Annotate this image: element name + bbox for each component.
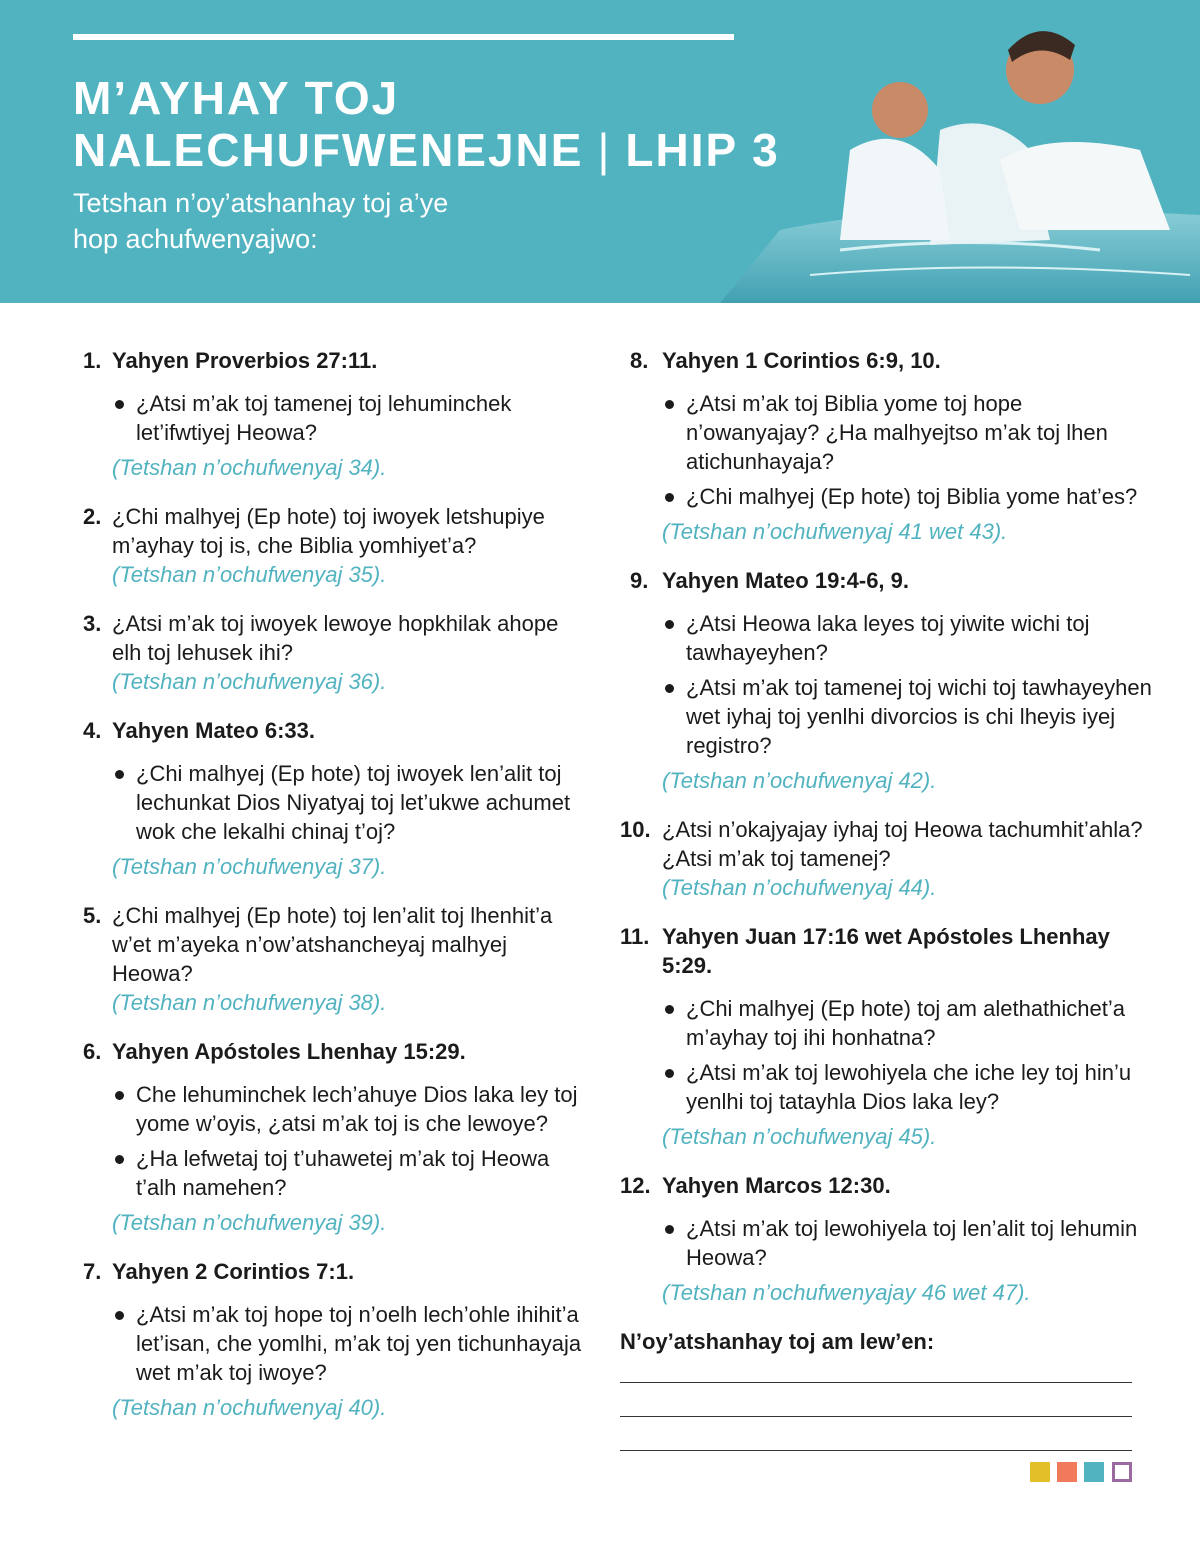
lesson-reference: (Tetshan n’ochufwenyaj 36). (112, 669, 387, 694)
question-item (620, 346, 1160, 546)
question-item (620, 815, 1160, 902)
bullet-list (112, 1080, 593, 1202)
baptism-illustration (720, 0, 1200, 303)
bullet-text: ¿Ha lefwetaj toj t’uhawetej m’ak toj Heowa t’alh namehen? (136, 1146, 550, 1200)
title-separator: | (597, 124, 612, 176)
bullet-item (662, 609, 1160, 667)
scripture-heading: Yahyen 2 Corintios 7:1. (112, 1259, 355, 1284)
bullet-list (112, 1300, 593, 1387)
scripture-heading: Yahyen Proverbios 27:11. (112, 348, 378, 373)
notes-line[interactable] (620, 1416, 1132, 1417)
lesson-reference: (Tetshan n’ochufwenyajay 46 wet 47). (662, 1280, 1031, 1305)
bullet-item (112, 1080, 593, 1138)
bullet-icon (115, 400, 124, 409)
color-swatch-yellow (1030, 1462, 1050, 1482)
title-line-1: M’AYHAY TOJ (73, 72, 400, 124)
scripture-heading: Yahyen Marcos 12:30. (662, 1173, 891, 1198)
scripture-heading: Yahyen Mateo 6:33. (112, 718, 315, 743)
item-number: 6. (83, 1039, 102, 1064)
bullet-item (662, 1214, 1160, 1272)
bullet-icon (115, 1311, 124, 1320)
question-text: ¿Atsi m’ak toj iwoyek lewoye hopkhilak ahope elh toj lehusek ihi? (112, 611, 559, 665)
page-title (73, 72, 780, 176)
bullet-icon (665, 1225, 674, 1234)
question-item (83, 901, 593, 1017)
item-number: 4. (83, 718, 102, 743)
right-column (620, 346, 1160, 1451)
bullet-icon (665, 684, 674, 693)
bullet-text: Che lehuminchek lech’ahuye Dios laka ley toj yome w’oyis, ¿atsi m’ak toj is che lewoye? (136, 1082, 578, 1136)
question-text: ¿Atsi n’okajyajay iyhaj toj Heowa tachumhit’ahla? ¿Atsi m’ak toj tamenej? (662, 817, 1143, 871)
question-item (83, 502, 593, 589)
header-rule (73, 34, 734, 40)
item-body (112, 1257, 593, 1422)
bullet-icon (665, 1005, 674, 1014)
item-number: 7. (83, 1259, 102, 1284)
bullet-text: ¿Atsi m’ak toj lewohiyela toj len’alit toj lehumin Heowa? (686, 1216, 1138, 1270)
item-body (112, 1037, 593, 1237)
bullet-list (112, 759, 593, 846)
left-column (83, 346, 593, 1442)
bullet-item (662, 389, 1160, 476)
bullet-list (662, 609, 1160, 760)
item-body (112, 901, 593, 1017)
bullet-icon (665, 1069, 674, 1078)
question-item (83, 346, 593, 482)
question-item (620, 1171, 1160, 1307)
title-line-2: NALECHUFWENEJNE (73, 124, 584, 176)
question-text: ¿Chi malhyej (Ep hote) toj iwoyek letshupiye m’ayhay toj is, che Biblia yomhiyet’a? (112, 504, 545, 558)
question-item (620, 566, 1160, 795)
notes-line[interactable] (620, 1382, 1132, 1383)
lesson-reference: (Tetshan n’ochufwenyaj 34). (112, 455, 387, 480)
color-swatch-purple-outline (1112, 1462, 1132, 1482)
question-item (83, 1037, 593, 1237)
bullet-icon (665, 493, 674, 502)
bullet-text: ¿Chi malhyej (Ep hote) toj am alethathichet’a m’ayhay toj ihi honhatna? (686, 996, 1125, 1050)
item-body (662, 566, 1160, 795)
question-item (620, 922, 1160, 1151)
lesson-reference: (Tetshan n’ochufwenyaj 39). (112, 1210, 387, 1235)
bullet-icon (115, 1155, 124, 1164)
item-number: 12. (620, 1173, 651, 1198)
header-banner (0, 0, 1200, 303)
item-body (662, 346, 1160, 546)
bullet-icon (665, 400, 674, 409)
item-number: 3. (83, 611, 102, 636)
part-label: LHIP 3 (625, 124, 780, 176)
lesson-reference: (Tetshan n’ochufwenyaj 42). (662, 768, 937, 793)
item-body (112, 716, 593, 881)
scripture-heading: Yahyen Juan 17:16 wet Apóstoles Lhenhay 5:29. (662, 924, 1110, 978)
question-item (83, 609, 593, 696)
lesson-reference: (Tetshan n’ochufwenyaj 40). (112, 1395, 387, 1420)
item-body (112, 609, 593, 696)
lesson-reference: (Tetshan n’ochufwenyaj 44). (662, 875, 937, 900)
item-number: 10. (620, 817, 651, 842)
bullet-icon (115, 1091, 124, 1100)
bullet-list (112, 389, 593, 447)
bullet-text: ¿Atsi m’ak toj tamenej toj lehuminchek let’ifwtiyej Heowa? (136, 391, 512, 445)
bullet-text: ¿Atsi Heowa laka leyes toj yiwite wichi toj tawhayeyhen? (686, 611, 1090, 665)
notes-line[interactable] (620, 1450, 1132, 1451)
item-number: 1. (83, 348, 102, 373)
scripture-heading: Yahyen 1 Corintios 6:9, 10. (662, 348, 941, 373)
notes-label: N’oy’atshanhay toj am lew’en: (620, 1329, 935, 1354)
bullet-text: ¿Atsi m’ak toj Biblia yome toj hope n’owanyajay? ¿Ha malhyejtso m’ak toj lhen atichunhayaja? (686, 391, 1108, 474)
bullet-icon (665, 620, 674, 629)
bullet-item (662, 482, 1160, 511)
item-body (112, 502, 593, 589)
subtitle: Tetshan n’oy’atshanhay toj a’ye hop achufwenyajwo: (73, 188, 449, 254)
color-swatch-orange (1057, 1462, 1077, 1482)
bullet-item (112, 1144, 593, 1202)
question-item (83, 716, 593, 881)
bullet-icon (115, 770, 124, 779)
bullet-text: ¿Atsi m’ak toj lewohiyela che iche ley toj hin’u yenlhi toj tatayhla Dios laka ley? (686, 1060, 1132, 1114)
item-body (662, 815, 1160, 902)
scripture-heading: Yahyen Apóstoles Lhenhay 15:29. (112, 1039, 466, 1064)
bullet-item (112, 389, 593, 447)
bullet-text: ¿Atsi m’ak toj hope toj n’oelh lech’ohle ihihit’a let’isan, che yomlhi, m’ak toj yen tichunhayaja wet m’ak toj iwoye? (136, 1302, 582, 1385)
bullet-item (112, 1300, 593, 1387)
bullet-item (662, 1058, 1160, 1116)
bullet-text: ¿Chi malhyej (Ep hote) toj Biblia yome hat’es? (686, 484, 1138, 509)
item-number: 11. (620, 924, 650, 949)
item-body (662, 922, 1160, 1151)
bullet-item (662, 673, 1160, 760)
question-text: ¿Chi malhyej (Ep hote) toj len’alit toj lhenhit’a w’et m’ayeka n’ow’atshancheyaj malhyej Heowa? (112, 903, 553, 986)
item-body (112, 346, 593, 482)
question-item (83, 1257, 593, 1422)
lesson-reference: (Tetshan n’ochufwenyaj 38). (112, 990, 387, 1015)
bullet-text: ¿Chi malhyej (Ep hote) toj iwoyek len’alit toj lechunkat Dios Niyatyaj toj let’ukwe achumet wok che lekalhi chinaj t’oj? (136, 761, 571, 844)
bullet-text: ¿Atsi m’ak toj tamenej toj wichi toj tawhayeyhen wet iyhaj toj yenlhi divorcios is chi lheyis iyej registro? (686, 675, 1152, 758)
scripture-heading: Yahyen Mateo 19:4-6, 9. (662, 568, 909, 593)
item-number: 5. (83, 903, 102, 928)
item-number: 2. (83, 504, 102, 529)
lesson-reference: (Tetshan n’ochufwenyaj 41 wet 43). (662, 519, 1008, 544)
bullet-list (662, 994, 1160, 1116)
bullet-list (662, 1214, 1160, 1272)
item-number: 9. (630, 568, 649, 593)
item-number: 8. (630, 348, 649, 373)
item-body (662, 1171, 1160, 1307)
bullet-item (112, 759, 593, 846)
lesson-reference: (Tetshan n’ochufwenyaj 37). (112, 854, 387, 879)
bullet-list (662, 389, 1160, 511)
bullet-item (662, 994, 1160, 1052)
lesson-reference: (Tetshan n’ochufwenyaj 45). (662, 1124, 937, 1149)
lesson-reference: (Tetshan n’ochufwenyaj 35). (112, 562, 387, 587)
color-swatch-teal (1084, 1462, 1104, 1482)
